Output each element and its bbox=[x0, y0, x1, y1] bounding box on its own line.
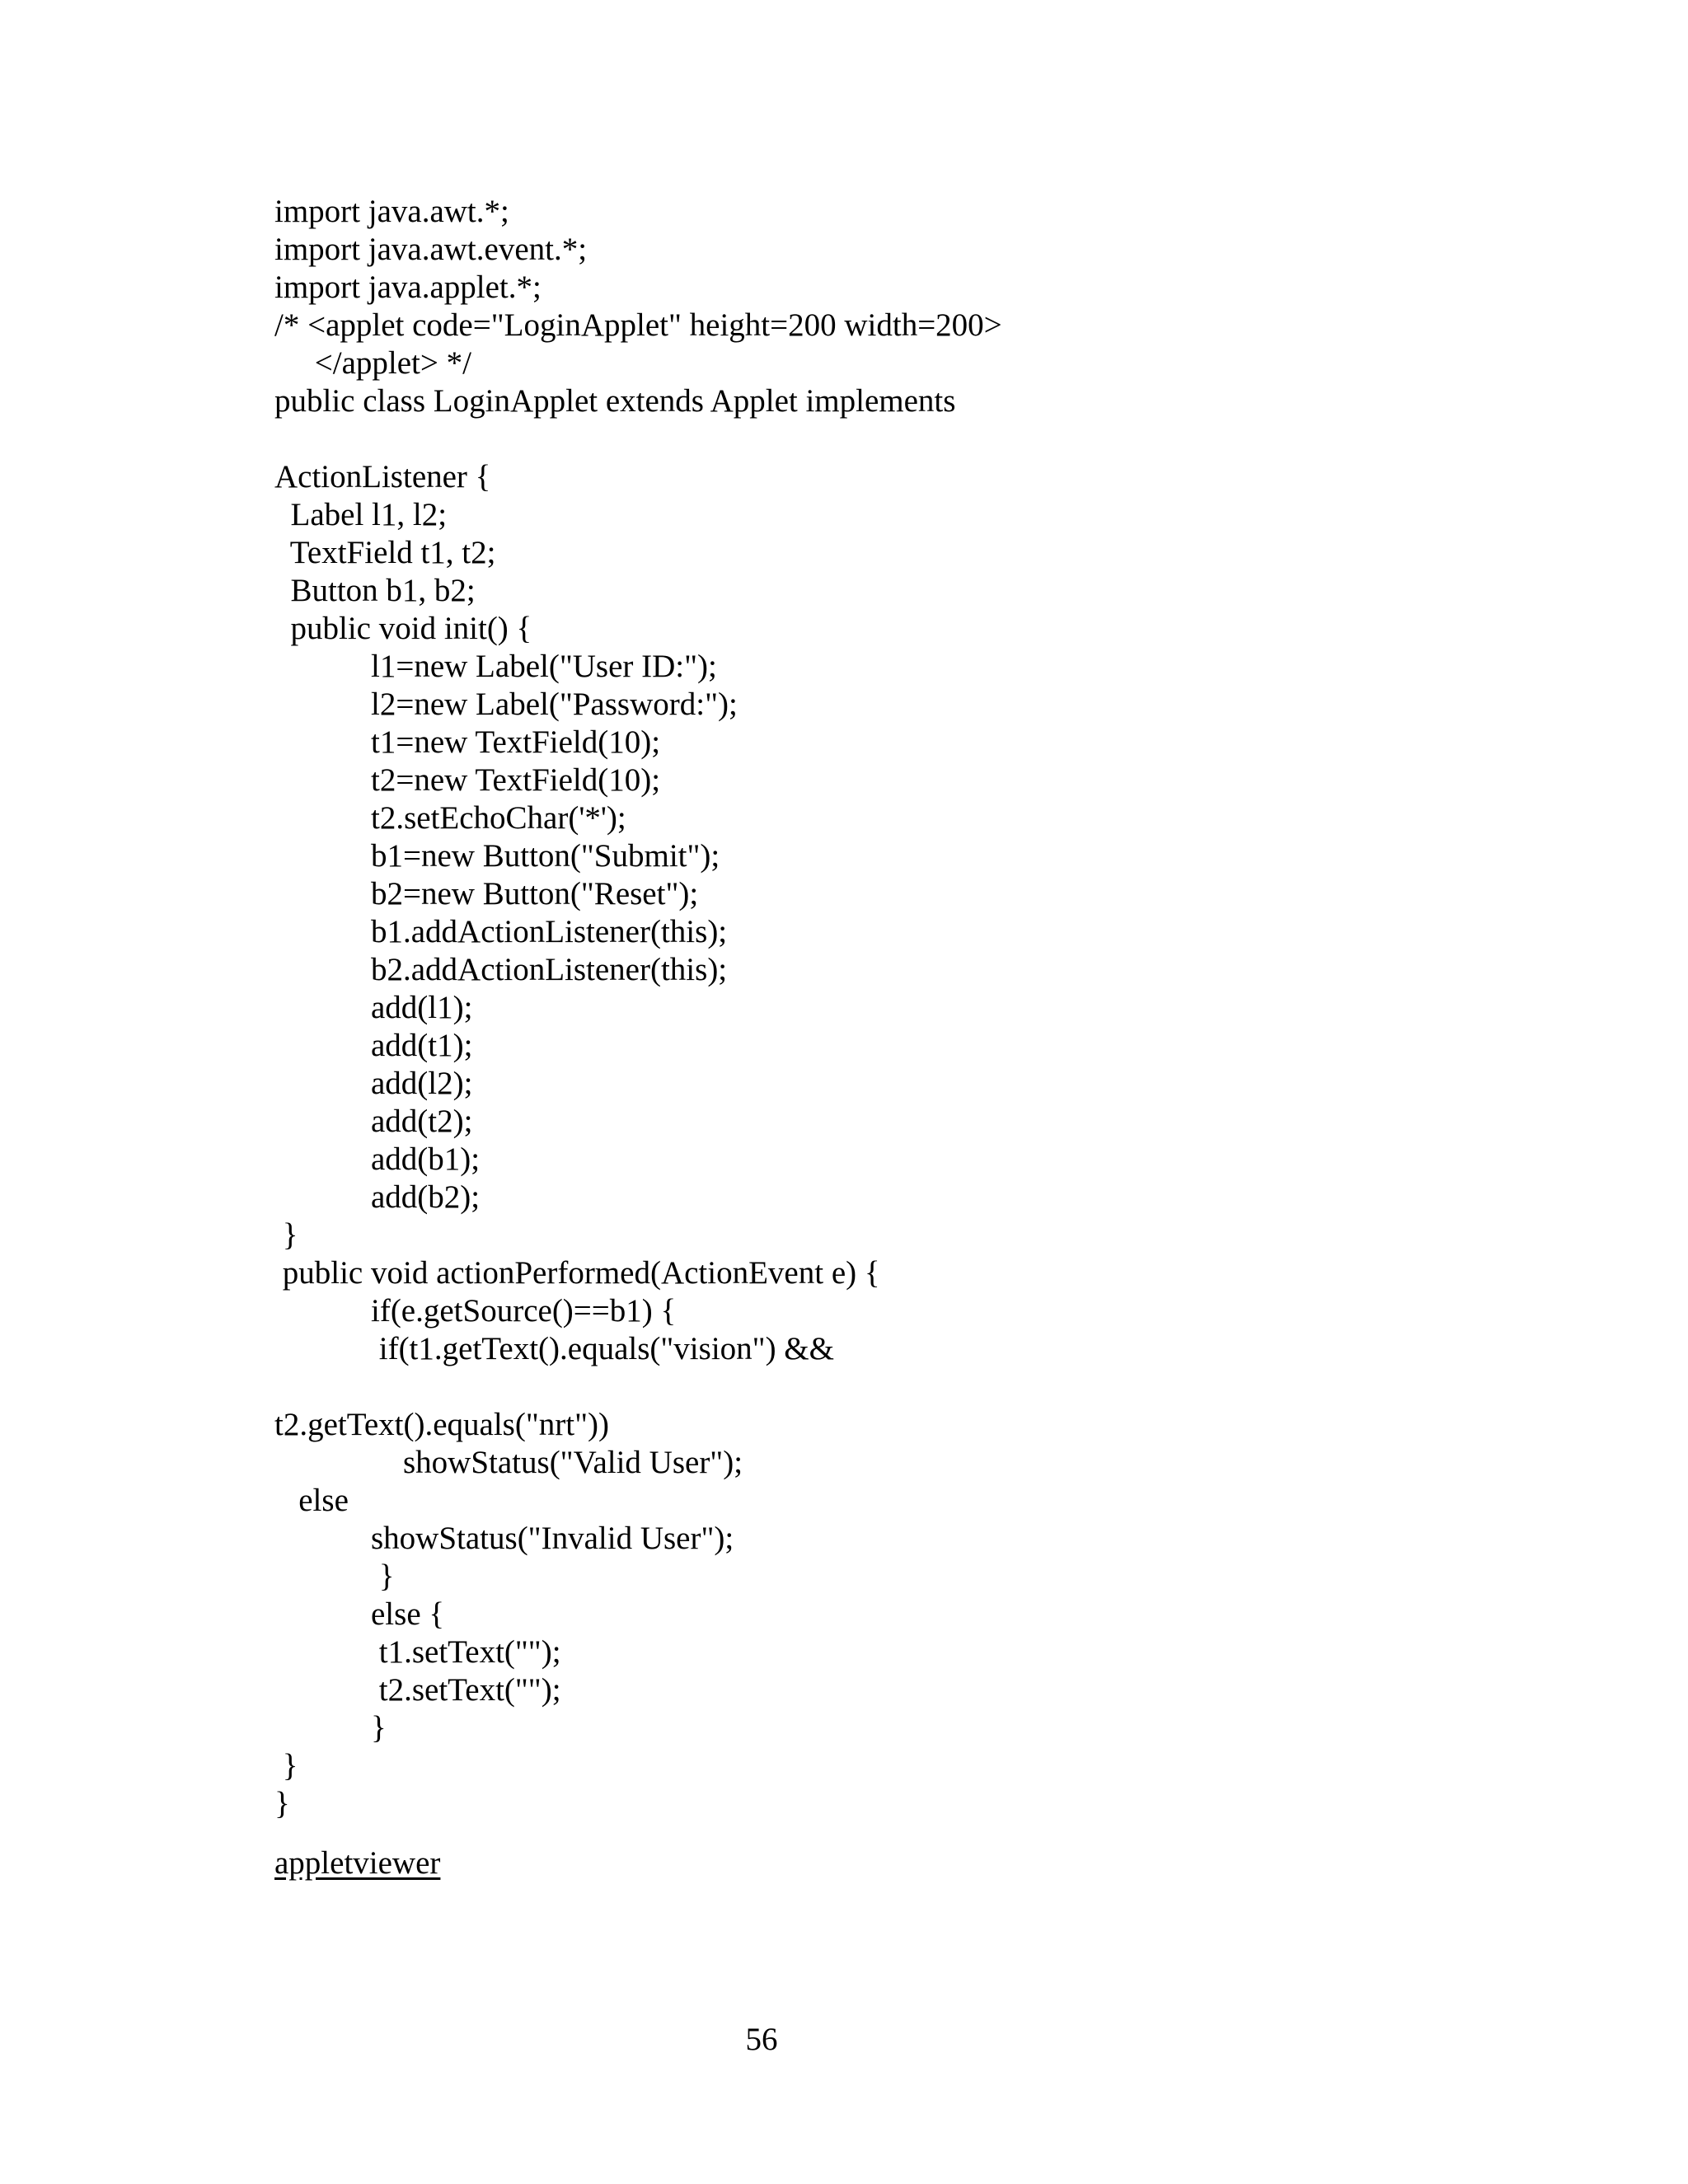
code-line: if(e.getSource()==b1) { bbox=[274, 1293, 677, 1329]
section-heading: appletviewer bbox=[274, 1845, 441, 1881]
code-line: add(l2); bbox=[274, 1066, 473, 1101]
code-line: showStatus("Valid User"); bbox=[274, 1445, 743, 1480]
code-line: /* <applet code="LoginApplet" height=200 width=200> bbox=[274, 307, 1002, 343]
page-number: 56 bbox=[745, 2022, 778, 2057]
code-line: add(b2); bbox=[274, 1179, 481, 1215]
code-line: b1=new Button("Submit"); bbox=[274, 838, 720, 874]
code-line: t2.setEchoChar('*'); bbox=[274, 800, 626, 836]
code-line: b2.addActionListener(this); bbox=[274, 952, 728, 987]
code-line: t1=new TextField(10); bbox=[274, 724, 661, 760]
code-line: } bbox=[274, 1748, 298, 1783]
code-line: t2.setText(""); bbox=[274, 1672, 561, 1708]
code-line: add(b1); bbox=[274, 1141, 481, 1177]
code-line: b1.addActionListener(this); bbox=[274, 914, 728, 949]
code-line: import java.applet.*; bbox=[274, 269, 542, 305]
code-line: } bbox=[274, 1710, 387, 1746]
code-line: ActionListener { bbox=[274, 459, 491, 494]
code-line: b2=new Button("Reset"); bbox=[274, 876, 699, 912]
code-line: t2=new TextField(10); bbox=[274, 762, 661, 798]
code-line: </applet> */ bbox=[274, 345, 471, 381]
code-line: import java.awt.event.*; bbox=[274, 232, 588, 267]
code-line: add(t1); bbox=[274, 1028, 473, 1063]
code-line: t2.getText().equals("nrt")) bbox=[274, 1407, 609, 1442]
code-line: } bbox=[274, 1786, 290, 1821]
code-line: public void actionPerformed(ActionEvent e) { bbox=[274, 1255, 880, 1291]
code-line: } bbox=[274, 1558, 395, 1594]
code-line: else { bbox=[274, 1596, 445, 1632]
code-line: if(t1.getText().equals("vision") && bbox=[274, 1331, 834, 1366]
code-line: l1=new Label("User ID:"); bbox=[274, 649, 717, 684]
code-line: add(t2); bbox=[274, 1104, 473, 1139]
code-line: TextField t1, t2; bbox=[274, 535, 496, 570]
code-line: add(l1); bbox=[274, 990, 473, 1025]
code-line: t1.setText(""); bbox=[274, 1634, 561, 1670]
code-line: l2=new Label("Password:"); bbox=[274, 687, 738, 722]
code-line: showStatus("Invalid User"); bbox=[274, 1521, 734, 1556]
code-line: Label l1, l2; bbox=[274, 497, 448, 532]
code-line: else bbox=[274, 1483, 349, 1518]
code-line: } bbox=[274, 1217, 298, 1253]
code-line: Button b1, b2; bbox=[274, 573, 476, 608]
code-line: import java.awt.*; bbox=[274, 194, 509, 229]
code-line: public void init() { bbox=[274, 611, 532, 646]
code-line: public class LoginApplet extends Applet implements bbox=[274, 383, 956, 419]
